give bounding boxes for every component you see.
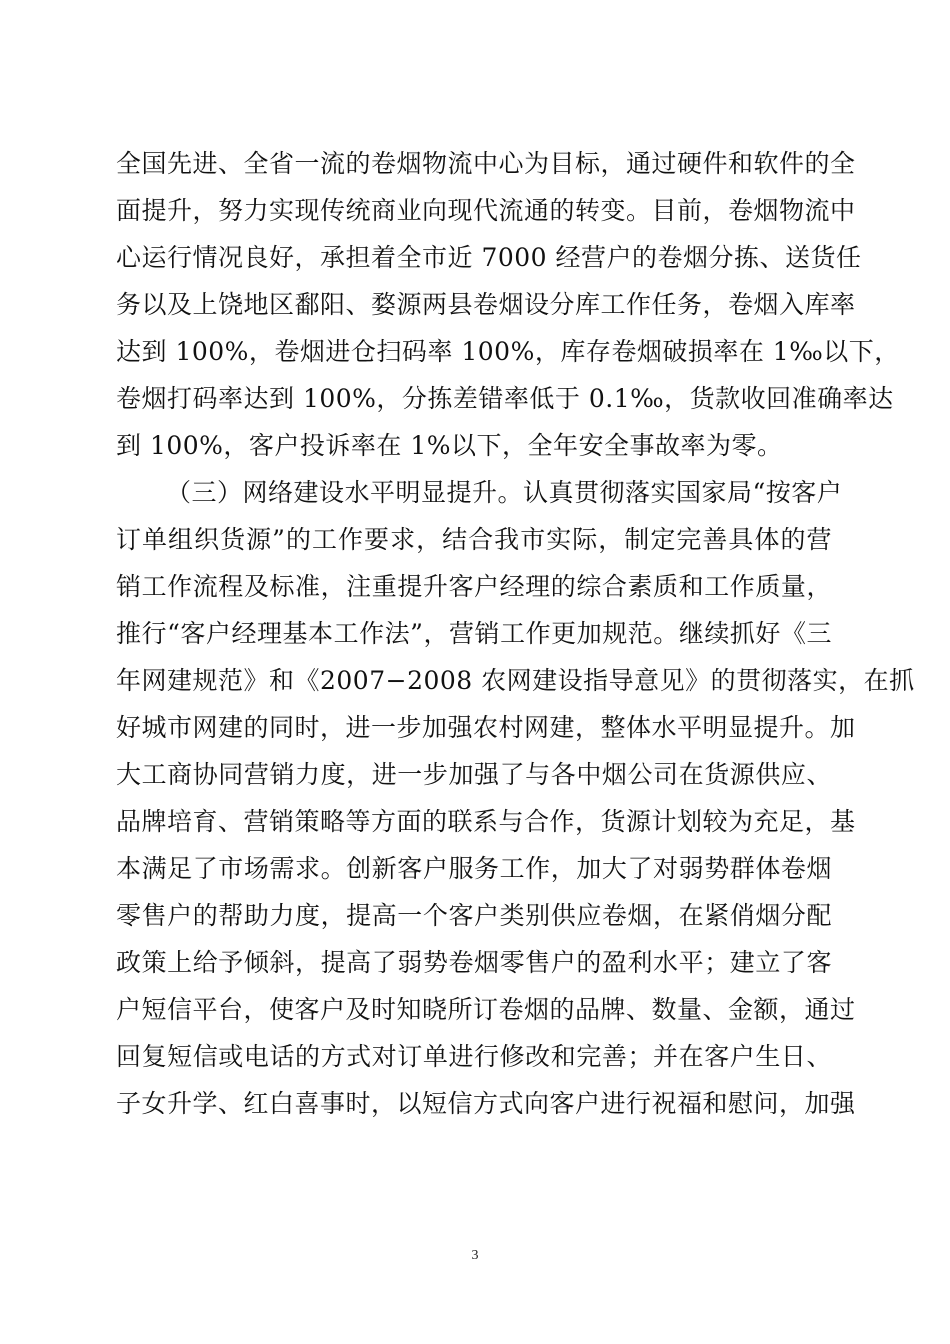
text-line: 年网建规范》和《2007−2008 农网建设指导意见》的贯彻落实，在抓	[116, 666, 915, 695]
text-line: 户短信平台，使客户及时知晓所订卷烟的品牌、数量、金额，通过	[116, 995, 856, 1024]
text-line: 好城市网建的同时，进一步加强农村网建，整体水平明显提升。加	[116, 713, 856, 742]
text-line: 大工商协同营销力度，进一步加强了与各中烟公司在货源供应、	[116, 760, 832, 789]
text-line: 面提升，努力实现传统商业向现代流通的转变。目前，卷烟物流中	[116, 196, 856, 225]
text-line: 推行“客户经理基本工作法”，营销工作更加规范。继续抓好《三	[116, 619, 832, 648]
text-line: 销工作流程及标准，注重提升客户经理的综合素质和工作质量，	[116, 572, 832, 601]
text-line: 务以及上饶地区鄱阳、婺源两县卷烟设分库工作任务，卷烟入库率	[116, 290, 856, 319]
section-heading-line: （三）网络建设水平明显提升。认真贯彻落实国家局“按客户	[166, 478, 843, 507]
text-line: 政策上给予倾斜，提高了弱势卷烟零售户的盈利水平；建立了客	[116, 948, 832, 977]
text-line: 子女升学、红白喜事时，以短信方式向客户进行祝福和慰问，加强	[116, 1089, 856, 1118]
text-line: 卷烟打码率达到 100%，分拣差错率低于 0.1‰，货款收回准确率达	[116, 384, 894, 413]
text-line: 回复短信或电话的方式对订单进行修改和完善；并在客户生日、	[116, 1042, 832, 1071]
text-line: 订单组织货源”的工作要求，结合我市实际，制定完善具体的营	[116, 525, 832, 554]
text-line: 本满足了市场需求。创新客户服务工作，加大了对弱势群体卷烟	[116, 854, 832, 883]
page-number: 3	[471, 1248, 479, 1263]
body-text	[116, 140, 915, 1127]
text-line: 达到 100%，卷烟进仓扫码率 100%，库存卷烟破损率在 1‰以下，	[116, 337, 900, 366]
text-line: 零售户的帮助力度，提高一个客户类别供应卷烟，在紧俏烟分配	[116, 901, 832, 930]
text-line: 心运行情况良好，承担着全市近 7000 经营户的卷烟分拣、送货任	[116, 243, 862, 272]
text-line: 全国先进、全省一流的卷烟物流中心为目标，通过硬件和软件的全	[116, 149, 856, 178]
text-line: 到 100%，客户投诉率在 1%以下，全年安全事故率为零。	[116, 431, 783, 460]
text-line: 品牌培育、营销策略等方面的联系与合作，货源计划较为充足，基	[116, 807, 856, 836]
